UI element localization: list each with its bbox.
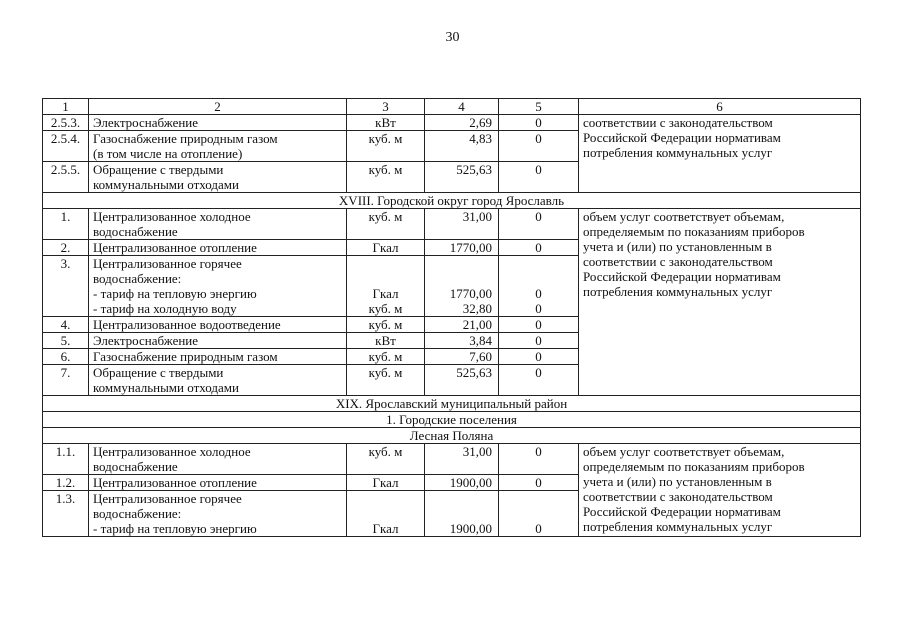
unit-line [351, 506, 420, 521]
service-name-line: Централизованное горячее [93, 256, 242, 271]
column5-line: 0 [535, 286, 542, 301]
service-name-line: Централизованное холодное [93, 444, 251, 459]
column5-value [499, 475, 579, 491]
row-number: 1. [43, 209, 89, 240]
service-name [89, 349, 347, 365]
note-cell [579, 444, 861, 537]
unit [347, 333, 425, 349]
unit-line [351, 256, 420, 271]
service-name-line: Электроснабжение [93, 333, 199, 348]
table-body [43, 99, 861, 537]
column5-value [499, 115, 579, 131]
column5-value [499, 444, 579, 475]
value [425, 209, 499, 240]
settlement-title: Лесная Поляна [43, 428, 861, 444]
tariff-table [42, 98, 861, 537]
service-name-line: водоснабжение: [93, 506, 182, 521]
service-name-line: Газоснабжение природным газом [93, 349, 278, 364]
note-line: объем услуг соответствует объемам, [583, 209, 785, 224]
column-header: 3 [347, 99, 425, 115]
service-name [89, 475, 347, 491]
value-line: 1900,00 [449, 475, 492, 490]
subsection-title-row [43, 412, 861, 428]
note-cell [579, 115, 861, 193]
note-line: соответствии с законодательством [583, 254, 773, 269]
unit-line: Гкал [372, 286, 399, 301]
column-header: 1 [43, 99, 89, 115]
value [425, 256, 499, 317]
column5-line: 0 [535, 521, 542, 536]
column5-value [499, 365, 579, 396]
value-line: 31,00 [462, 209, 492, 224]
column-header: 4 [425, 99, 499, 115]
note-line: объем услуг соответствует объемам, [583, 444, 785, 459]
unit-line: куб. м [368, 365, 403, 380]
column5-value [499, 491, 579, 537]
value [425, 365, 499, 396]
unit [347, 131, 425, 162]
service-name [89, 317, 347, 333]
column5-line: 0 [535, 209, 542, 224]
section-title-row [43, 193, 861, 209]
service-name [89, 131, 347, 162]
unit-line: куб. м [368, 162, 403, 177]
unit-line: кВт [375, 115, 396, 130]
unit [347, 115, 425, 131]
value-line [429, 256, 492, 271]
column5-line: 0 [535, 365, 542, 380]
unit [347, 209, 425, 240]
column5-value [499, 256, 579, 317]
service-name-line: Газоснабжение природным газом [93, 131, 278, 146]
service-name-line: коммунальными отходами [93, 177, 239, 192]
value [425, 115, 499, 131]
service-name-line: - тариф на тепловую энергию [93, 286, 257, 301]
table-row [43, 209, 861, 240]
service-name [89, 209, 347, 240]
row-number: 2.5.4. [43, 131, 89, 162]
column5-value [499, 317, 579, 333]
row-number: 7. [43, 365, 89, 396]
row-number: 2.5.5. [43, 162, 89, 193]
service-name-line: коммунальными отходами [93, 380, 239, 395]
value-line [429, 506, 492, 521]
unit-line: куб. м [368, 317, 403, 332]
note-line: соответствии с законодательством [583, 489, 773, 504]
unit [347, 491, 425, 537]
unit-line: куб. м [368, 444, 403, 459]
unit [347, 162, 425, 193]
value-line: 1770,00 [449, 240, 492, 255]
unit-line [351, 271, 420, 286]
column5-line: 0 [535, 475, 542, 490]
value [425, 475, 499, 491]
column-header: 6 [579, 99, 861, 115]
value-line: 525,63 [456, 162, 492, 177]
value [425, 444, 499, 475]
column5-line: 0 [535, 317, 542, 332]
column5-line [503, 506, 574, 521]
note-line: учета и (или) по установленным в [583, 474, 772, 489]
value-line [429, 271, 492, 286]
column5-line: 0 [535, 444, 542, 459]
column-header: 2 [89, 99, 347, 115]
service-name [89, 162, 347, 193]
value [425, 333, 499, 349]
row-number: 1.2. [43, 475, 89, 491]
service-name-line: - тариф на холодную воду [93, 301, 237, 316]
value [425, 131, 499, 162]
row-number: 4. [43, 317, 89, 333]
section-title: XVIII. Городской округ город Ярославль [43, 193, 861, 209]
value-line: 3,84 [469, 333, 492, 348]
note-line: потребления коммунальных услуг [583, 145, 773, 160]
note-line: Российской Федерации нормативам [583, 269, 781, 284]
unit [347, 365, 425, 396]
unit [347, 349, 425, 365]
value-line: 1900,00 [449, 521, 492, 536]
service-name-line: Централизованное водоотведение [93, 317, 281, 332]
unit-line: кВт [375, 333, 396, 348]
column5-line: 0 [535, 301, 542, 316]
service-name [89, 240, 347, 256]
unit-line: куб. м [368, 209, 403, 224]
column5-line [503, 271, 574, 286]
unit [347, 475, 425, 491]
service-name [89, 365, 347, 396]
note-line: соответствии с законодательством [583, 115, 773, 130]
service-name-line: водоснабжение: [93, 271, 182, 286]
service-name-line: Централизованное холодное [93, 209, 251, 224]
service-name-line: - тариф на тепловую энергию [93, 521, 257, 536]
value [425, 491, 499, 537]
row-number: 5. [43, 333, 89, 349]
value-line: 525,63 [456, 365, 492, 380]
column5-line: 0 [535, 115, 542, 130]
column5-line: 0 [535, 333, 542, 348]
column5-line [503, 491, 574, 506]
row-number: 2. [43, 240, 89, 256]
value-line: 21,00 [462, 317, 492, 332]
unit-line: куб. м [368, 131, 403, 146]
service-name-line: Обращение с твердыми [93, 162, 224, 177]
service-name-line: Обращение с твердыми [93, 365, 224, 380]
unit-line: куб. м [368, 301, 403, 316]
column5-value [499, 240, 579, 256]
value [425, 317, 499, 333]
header-row [43, 99, 861, 115]
subsection-title: 1. Городские поселения [43, 412, 861, 428]
column5-value [499, 349, 579, 365]
service-name-line: Централизованное отопление [93, 475, 257, 490]
value-line: 1770,00 [449, 286, 492, 301]
section-title-row [43, 396, 861, 412]
page-number: 30 [445, 30, 460, 45]
table-row [43, 444, 861, 475]
value-line: 2,69 [469, 115, 492, 130]
note-line: потребления коммунальных услуг [583, 519, 773, 534]
row-number: 3. [43, 256, 89, 317]
service-name [89, 115, 347, 131]
column5-value [499, 333, 579, 349]
service-name [89, 444, 347, 475]
unit [347, 444, 425, 475]
row-number: 6. [43, 349, 89, 365]
service-name [89, 333, 347, 349]
row-number: 1.1. [43, 444, 89, 475]
note-line: Российской Федерации нормативам [583, 130, 781, 145]
unit [347, 256, 425, 317]
value-line: 4,83 [469, 131, 492, 146]
note-line: Российской Федерации нормативам [583, 504, 781, 519]
unit-line: Гкал [372, 521, 399, 536]
row-number: 1.3. [43, 491, 89, 537]
service-name-line: Централизованное отопление [93, 240, 257, 255]
settlement-title-row [43, 428, 861, 444]
service-name-line: Централизованное горячее [93, 491, 242, 506]
service-name [89, 491, 347, 537]
service-name-line: (в том числе на отопление) [93, 146, 243, 161]
section-title: XIX. Ярославский муниципальный район [43, 396, 861, 412]
unit [347, 240, 425, 256]
value [425, 349, 499, 365]
value [425, 162, 499, 193]
service-name-line: водоснабжение [93, 224, 178, 239]
column5-value [499, 162, 579, 193]
column5-line: 0 [535, 162, 542, 177]
note-cell [579, 209, 861, 396]
value-line [429, 491, 492, 506]
note-line: определяемым по показаниям приборов [583, 224, 805, 239]
column5-line: 0 [535, 131, 542, 146]
note-line: потребления коммунальных услуг [583, 284, 773, 299]
service-name-line: Электроснабжение [93, 115, 199, 130]
value-line: 31,00 [462, 444, 492, 459]
table-row [43, 115, 861, 131]
service-name-line: водоснабжение [93, 459, 178, 474]
column-header: 5 [499, 99, 579, 115]
column5-value [499, 131, 579, 162]
unit [347, 317, 425, 333]
value-line: 32,80 [462, 301, 492, 316]
note-line: учета и (или) по установленным в [583, 239, 772, 254]
unit-line: Гкал [372, 240, 399, 255]
service-name [89, 256, 347, 317]
column5-value [499, 209, 579, 240]
unit-line [351, 491, 420, 506]
column5-line [503, 256, 574, 271]
column5-line: 0 [535, 349, 542, 364]
value [425, 240, 499, 256]
column5-line: 0 [535, 240, 542, 255]
unit-line: куб. м [368, 349, 403, 364]
row-number: 2.5.3. [43, 115, 89, 131]
value-line: 7,60 [469, 349, 492, 364]
note-line: определяемым по показаниям приборов [583, 459, 805, 474]
unit-line: Гкал [372, 475, 399, 490]
